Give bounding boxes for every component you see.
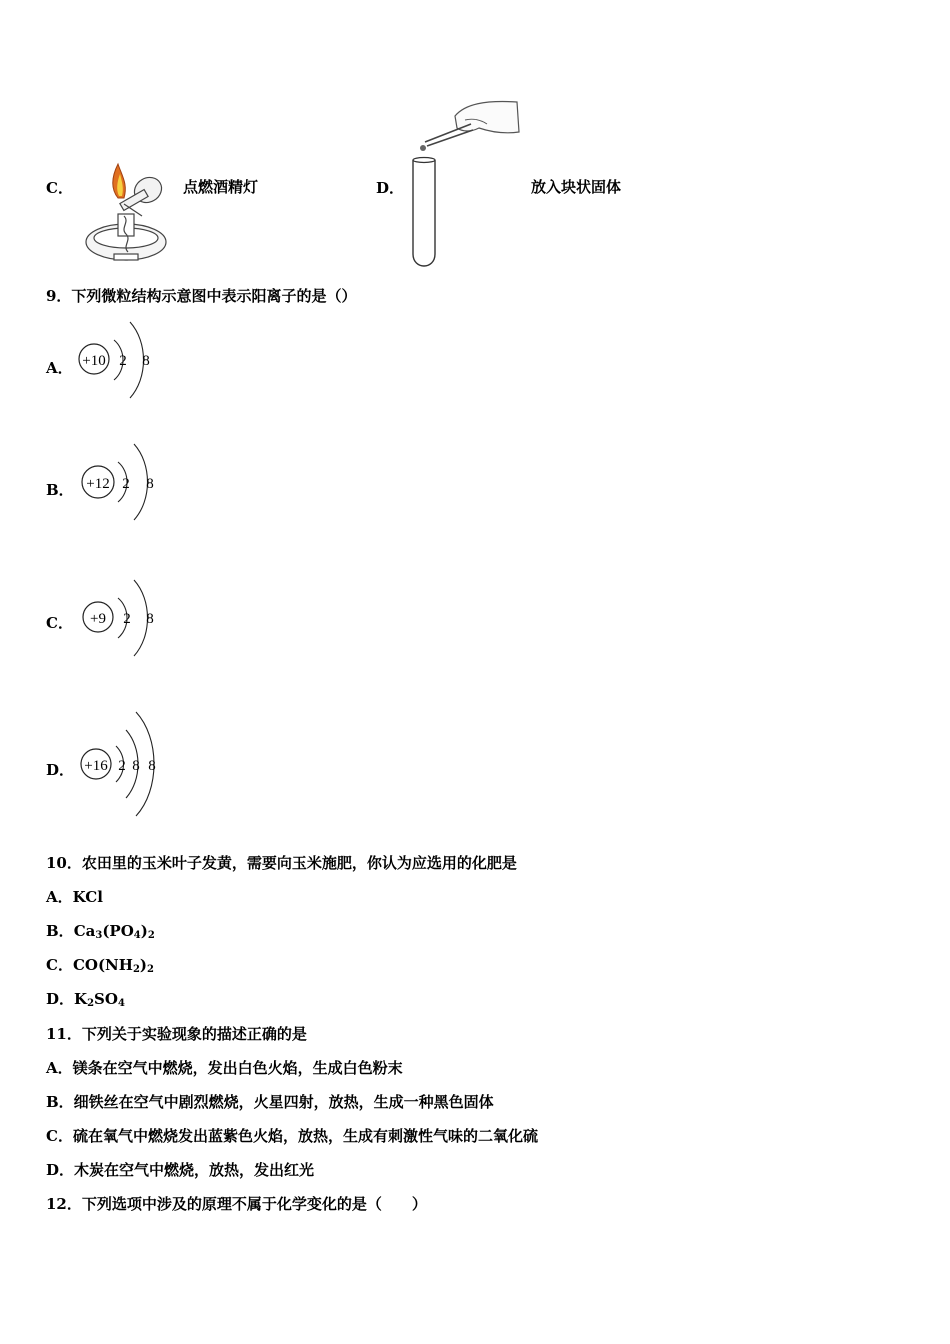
shell-electrons: 2 bbox=[119, 353, 127, 369]
formula-subscript: 4 bbox=[133, 930, 141, 941]
formula-part: K bbox=[74, 990, 88, 1008]
option-letter: A． bbox=[46, 888, 73, 906]
q8-option-c-letter: C． bbox=[46, 179, 73, 197]
option-letter: D． bbox=[46, 990, 75, 1008]
formula-subscript: 4 bbox=[117, 998, 125, 1009]
shell-electrons: 8 bbox=[148, 758, 156, 774]
q9-stem: 9．下列微粒结构示意图中表示阳离子的是（） bbox=[46, 287, 357, 305]
q8-option-c-caption: 点燃酒精灯 bbox=[183, 178, 259, 196]
chemical-formula: KCl bbox=[72, 888, 103, 906]
shell-electrons: 8 bbox=[146, 476, 154, 492]
q11-option-d: D．木炭在空气中燃烧，放热，发出红光 bbox=[46, 1161, 315, 1179]
q8-option-d-letter: D． bbox=[376, 179, 405, 197]
formula-subscript: 2 bbox=[147, 964, 154, 975]
test-tube-tweezers-icon bbox=[405, 98, 525, 270]
nucleus-charge: +10 bbox=[82, 353, 106, 369]
q10-option-c bbox=[46, 955, 154, 980]
q11-stem: 11．下列关于实验现象的描述正确的是 bbox=[46, 1025, 307, 1043]
q10-option-b bbox=[46, 921, 155, 946]
atom-structure-diagram bbox=[76, 708, 176, 820]
formula-subscript: 2 bbox=[132, 964, 140, 975]
nucleus-charge: +9 bbox=[90, 611, 106, 627]
formula-part: CO(NH bbox=[72, 956, 133, 974]
q10-option-a bbox=[46, 887, 103, 907]
option-letter: B． bbox=[46, 922, 74, 940]
formula-part: (PO bbox=[102, 922, 134, 940]
q8-option-d-caption: 放入块状固体 bbox=[531, 178, 622, 196]
q10-stem: 10．农田里的玉米叶子发黄，需要向玉米施肥，你认为应选用的化肥是 bbox=[46, 854, 517, 872]
shell-electrons: 2 bbox=[122, 476, 130, 492]
shell-electrons: 8 bbox=[132, 758, 140, 774]
nucleus-charge: +16 bbox=[84, 758, 108, 774]
alcohol-lamp-lighting-icon bbox=[80, 158, 180, 270]
formula-subscript: 2 bbox=[87, 998, 95, 1009]
formula-part: ) bbox=[139, 956, 148, 974]
formula-part: SO bbox=[94, 990, 118, 1008]
atom-structure-diagram bbox=[78, 576, 168, 658]
shell-electrons: 8 bbox=[142, 353, 150, 369]
option-letter: C． bbox=[46, 956, 73, 974]
q9-option-c-letter: C． bbox=[46, 614, 73, 632]
q9-option-d-letter: D． bbox=[46, 761, 75, 779]
atom-structure-diagram bbox=[74, 318, 164, 400]
formula-part: ) bbox=[140, 922, 148, 940]
shell-electrons: 2 bbox=[123, 611, 131, 627]
formula-part: Ca bbox=[73, 922, 96, 940]
q9-option-a-letter: A． bbox=[46, 359, 73, 377]
q11-option-a: A．镁条在空气中燃烧，发出白色火焰，生成白色粉末 bbox=[46, 1059, 403, 1077]
atom-structure-diagram bbox=[76, 440, 166, 524]
shell-electrons: 8 bbox=[146, 611, 154, 627]
q9-option-b-letter: B． bbox=[46, 481, 74, 499]
formula-subscript: 2 bbox=[147, 930, 155, 941]
shell-electrons: 2 bbox=[118, 758, 126, 774]
q10-option-d bbox=[46, 989, 125, 1014]
nucleus-charge: +12 bbox=[86, 476, 110, 492]
q12-stem: 12．下列选项中涉及的原理不属于化学变化的是（ ） bbox=[46, 1195, 427, 1213]
q11-option-c: C．硫在氧气中燃烧发出蓝紫色火焰，放热，生成有刺激性气味的二氧化硫 bbox=[46, 1127, 538, 1145]
formula-subscript: 3 bbox=[95, 930, 103, 941]
q11-option-b: B．细铁丝在空气中剧烈燃烧，火星四射，放热，生成一种黑色固体 bbox=[46, 1093, 494, 1111]
